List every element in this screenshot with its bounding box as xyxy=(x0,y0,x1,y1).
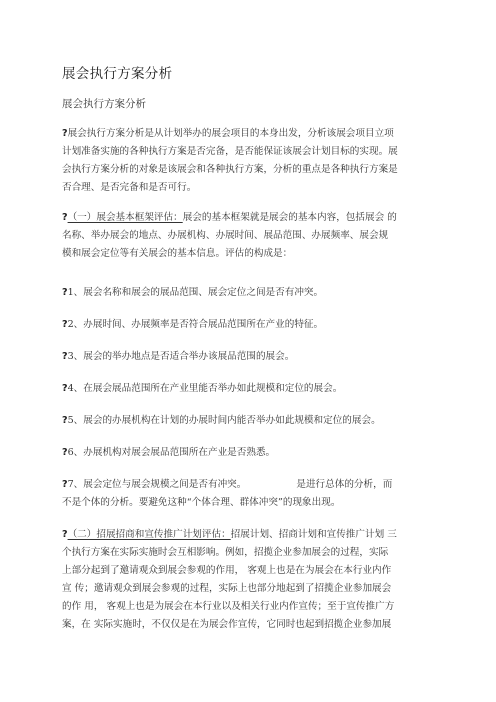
section-heading: （一）展会基本框架评估： xyxy=(67,212,183,223)
list-item-text: 4、在展会展品范围所在产业里能否举办如此规模和定位的展会。 xyxy=(67,383,343,394)
text-line: 否合理、是否完备和是否可行。 xyxy=(62,182,197,193)
list-item-text: 5、展会的办展机构在计划的办展时间内能否举办如此规模和定位的展会。 xyxy=(67,415,381,426)
bullet-marker: ? xyxy=(62,479,68,490)
list-item xyxy=(62,412,440,430)
bullet-marker: ? xyxy=(62,415,68,426)
list-item-text: 1、展会名称和展会的展品范围、展会定位之间是否有冲突。 xyxy=(67,287,324,298)
text-line-content: 招展计划、招商计划和宣传推广计划 三 xyxy=(230,529,397,540)
list-item-text: 7、展会定位与展会规模之间是否有冲突。 xyxy=(67,479,247,490)
text-line: 案，在 实际实施时，不仅仅是在为展会作宣传，它同时也起到招揽企业参加展 xyxy=(62,619,392,630)
list-item xyxy=(62,284,440,302)
text-line xyxy=(62,125,440,143)
bullet-marker: ? xyxy=(62,383,68,394)
promotion-paragraph xyxy=(62,526,440,634)
text-line: 会执行方案分析的对象是该展会和各种执行方案，分析的重点是各种执行方案是 xyxy=(62,164,398,175)
bullet-marker: ? xyxy=(62,212,68,223)
list-item xyxy=(62,316,440,334)
list-item xyxy=(62,348,440,366)
text-line: 模和展会定位等有关展会的基本信息。评估的构成是： xyxy=(62,248,293,259)
subtitle: 展会执行方案分析 xyxy=(62,98,146,110)
bullet-marker: ? xyxy=(62,128,68,139)
bullet-marker: ? xyxy=(62,319,68,330)
list-item-text: 3、展会的举办地点是否适合举办该展品范围的展会。 xyxy=(67,351,295,362)
list-item-text: 6、办展机构对展会展品范围所在产业是否熟悉。 xyxy=(67,447,276,458)
page-title: 展会执行方案分析 xyxy=(62,66,173,82)
text-line: 不是个体的分析。要避免这种“个体合理、群体冲突”的现象出现。 xyxy=(62,497,341,508)
list-item-text: 2、办展时间、办展频率是否符合展品范围所在产业的特征。 xyxy=(67,319,324,330)
list-item xyxy=(62,476,440,512)
list-item-text: 是进行总体的分析，而 xyxy=(296,479,393,490)
intro-paragraph xyxy=(62,125,440,197)
bullet-marker: ? xyxy=(62,287,68,298)
bullet-marker: ? xyxy=(62,529,68,540)
text-line: 的作 用， 客观上也是为展会在本行业以及相关行业内作宣传；至于宣传推广方 xyxy=(62,601,395,612)
text-line-content: 展会的基本框架就是展会的基本内容，包括展会 的 xyxy=(182,212,397,223)
text-line: 名称、举办展会的地点、办展机构、办展时间、展品范围、办展频率、展会规 xyxy=(62,230,389,241)
framework-paragraph xyxy=(62,209,440,263)
bullet-marker: ? xyxy=(62,351,68,362)
bullet-marker: ? xyxy=(62,447,68,458)
list-item xyxy=(62,380,440,398)
text-line xyxy=(62,526,440,544)
text-line: 上部分起到了邀请观众到展会参观的作用， 客观上也是在为展会在本行业内作 xyxy=(62,565,392,576)
list-item xyxy=(62,444,440,462)
text-line xyxy=(62,209,440,227)
section-heading: （二）招展招商和宣传推广计划评估： xyxy=(67,529,231,540)
text-line xyxy=(62,476,440,494)
text-line-content: 展会执行方案分析是从计划举办的展会项目的本身出发，分析该展会项目立项 xyxy=(67,128,394,139)
text-line: 计划准备实施的各种执行方案是否完备，是否能保证该展会计划目标的实现。展 xyxy=(62,146,398,157)
text-line: 宣 传；邀请观众到展会参观的过程，实际上也部分地起到了招揽企业参加展会 xyxy=(62,583,392,594)
text-line: 个执行方案在实际实施时会互相影响。例如，招揽企业参加展会的过程，实际 xyxy=(62,547,389,558)
